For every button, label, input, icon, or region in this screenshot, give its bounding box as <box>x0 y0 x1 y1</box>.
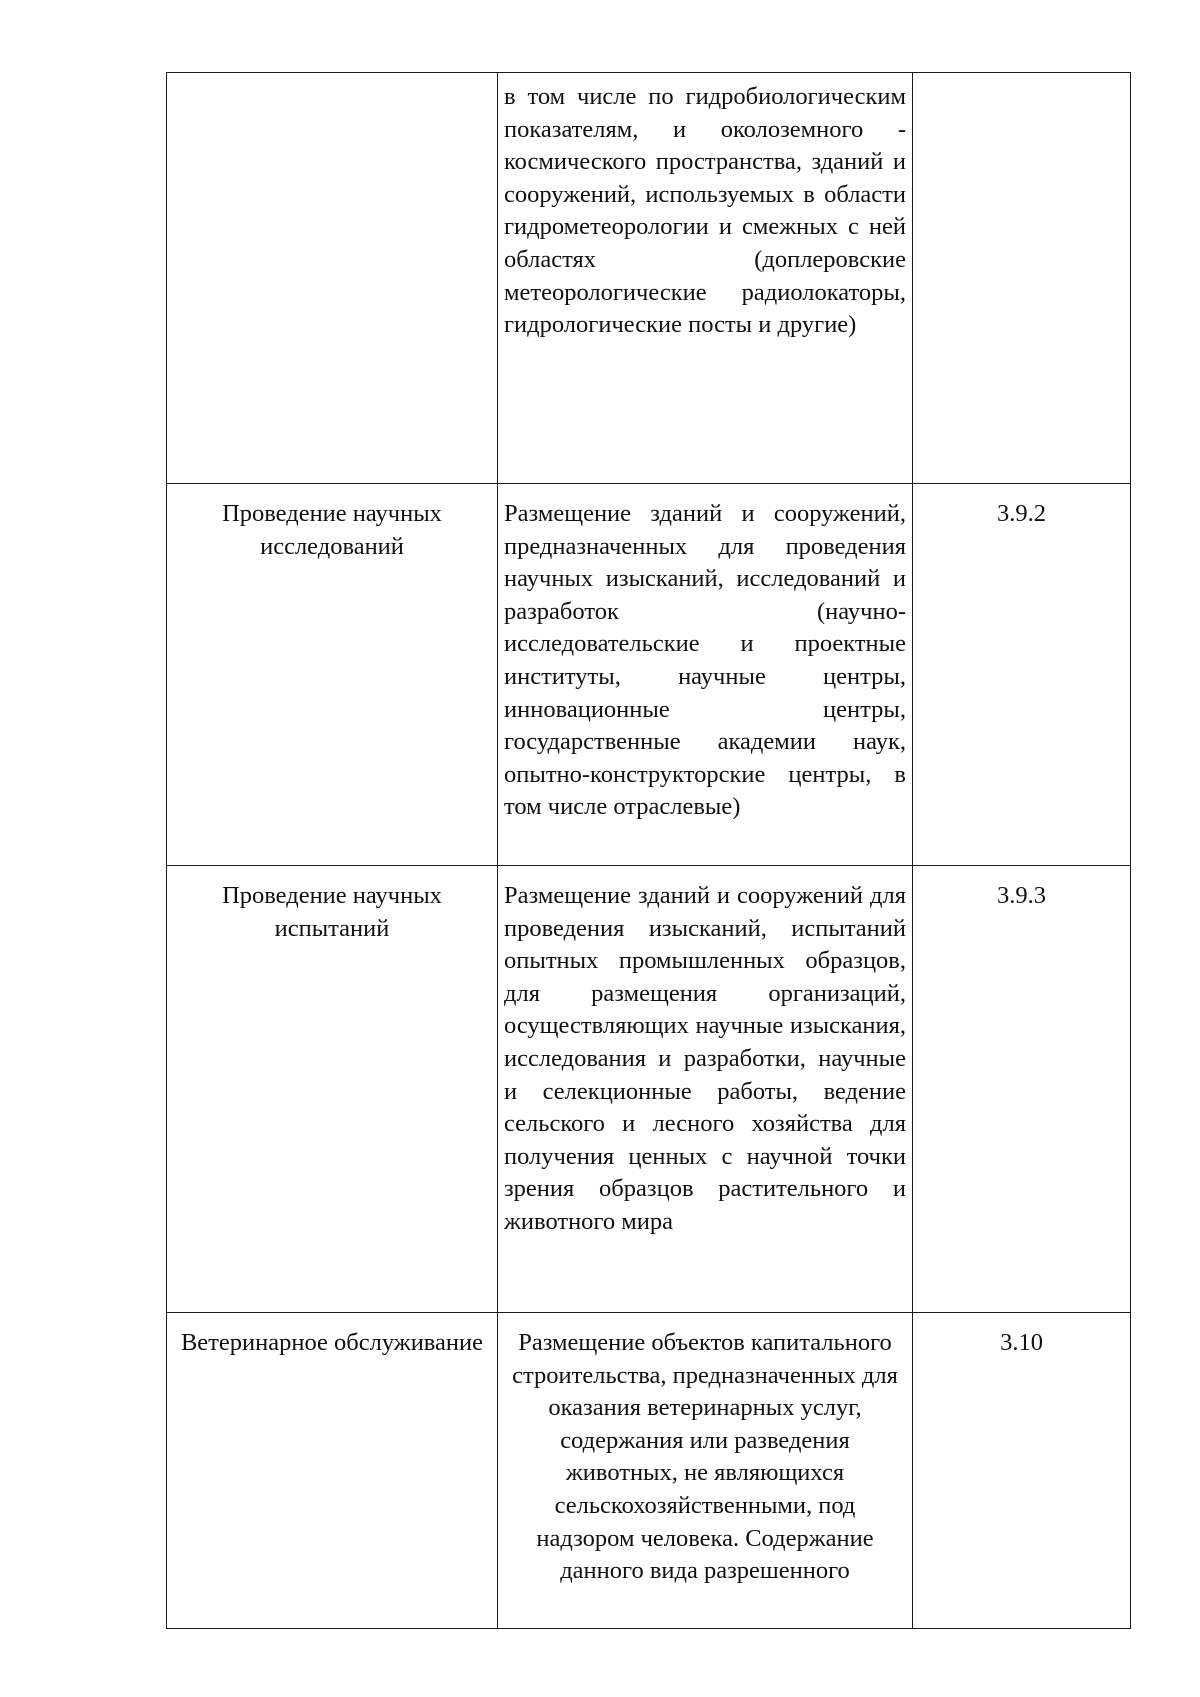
land-use-table <box>166 72 1131 1629</box>
table-row <box>167 73 1131 484</box>
land-use-description-cell: Размещение зданий и сооружений для проведения изысканий, испытаний опытных промышленных образцов, для размещения организаций, осуществляющих научные изыскания, исследования и разработки, научные и селекционные работы, ведение сельского и лесного хозяйства для получения ценных с научной точки зрения образцов растительного и животного мира <box>498 866 913 1313</box>
land-use-description-cell: в том числе по гидробиологическим показателям, и околоземного - космического пространства, зданий и сооружений, используемых в области гидрометеорологии и смежных с ней областях (доплеровские метеорологические радиолокаторы, гидрологические посты и другие) <box>498 73 913 484</box>
land-use-code-cell <box>913 73 1131 484</box>
land-use-name-cell <box>167 73 498 484</box>
table-row <box>167 1313 1131 1629</box>
land-use-name-cell: Проведение научных исследований <box>167 484 498 866</box>
land-use-name-cell: Проведение научных испытаний <box>167 866 498 1313</box>
land-use-code-cell: 3.9.3 <box>913 866 1131 1313</box>
land-use-code-cell: 3.10 <box>913 1313 1131 1629</box>
table-row <box>167 866 1131 1313</box>
land-use-description-cell: Размещение зданий и сооружений, предназначенных для проведения научных изысканий, исследований и разработок (научно-исследовательские и проектные институты, научные центры, инновационные центры, государственные академии наук, опытно-конструкторские центры, в том числе отраслевые) <box>498 484 913 866</box>
table-row <box>167 484 1131 866</box>
land-use-description-cell: Размещение объектов капитального строительства, предназначенных для оказания ветеринарных услуг, содержания или разведения животных, не являющихся сельскохозяйственными, под надзором человека. Содержание данного вида разрешенного <box>498 1313 913 1629</box>
land-use-code-cell: 3.9.2 <box>913 484 1131 866</box>
land-use-name-cell: Ветеринарное обслуживание <box>167 1313 498 1629</box>
